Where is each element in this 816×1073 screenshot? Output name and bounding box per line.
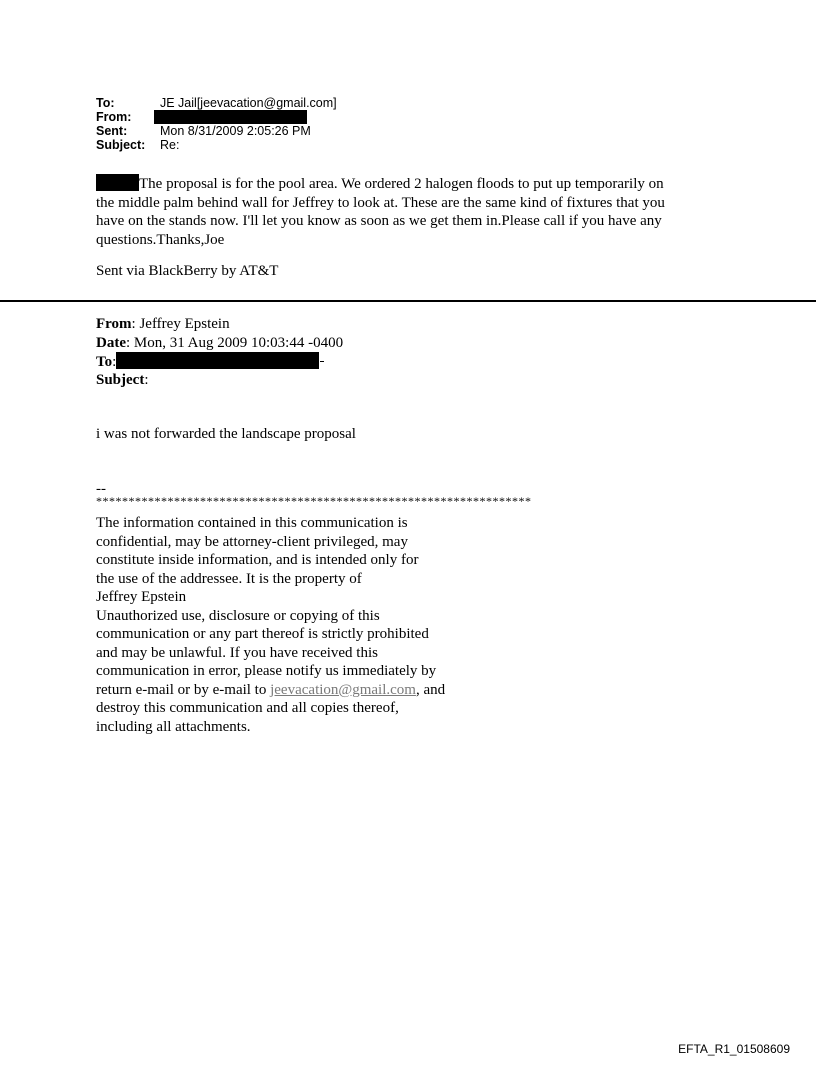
redaction-tail bbox=[320, 361, 324, 362]
reply-message bbox=[96, 174, 716, 249]
original-subject-value: : bbox=[144, 371, 149, 388]
disclaimer-line: Jeffrey Epstein bbox=[96, 589, 187, 605]
original-from-label: From bbox=[96, 316, 132, 332]
return-prefix: return e-mail or by e-mail to bbox=[96, 681, 271, 698]
message-line-1: The proposal is for the pool area. We ordered 2 halogen floods to put up temporarily on bbox=[139, 176, 664, 192]
message-line-4: questions.Thanks,Joe bbox=[96, 231, 225, 248]
message-line-3: have on the stands now. I'll let you know as soon as we get them in.Please call if you have any bbox=[96, 213, 662, 229]
to-row bbox=[96, 96, 337, 110]
to-label: To: bbox=[96, 96, 115, 110]
message-line bbox=[96, 174, 716, 194]
disclaimer-line: including all attachments. bbox=[96, 718, 251, 735]
disclaimer-line: confidential, may be attorney-client privileged, may bbox=[96, 533, 408, 550]
return-suffix: , and bbox=[415, 681, 446, 698]
original-from-line bbox=[96, 315, 343, 334]
disclaimer-line: communication in error, please notify us immediately by bbox=[96, 663, 437, 679]
disclaimer-line: destroy this communication and all copies thereof, bbox=[96, 700, 399, 716]
disclaimer-return-line bbox=[96, 681, 496, 700]
to-value: JE Jail[jeevacation@gmail.com] bbox=[160, 96, 337, 110]
original-to-line bbox=[96, 352, 343, 371]
sent-row bbox=[96, 124, 337, 138]
signature-dashes: -- bbox=[96, 481, 106, 497]
original-from-value: : Jeffrey Epstein bbox=[131, 316, 230, 332]
disclaimer-line: and may be unlawful. If you have received this bbox=[96, 644, 378, 661]
from-label: From: bbox=[96, 110, 132, 124]
original-date-label: Date bbox=[96, 334, 126, 351]
original-body: i was not forwarded the landscape proposal bbox=[96, 426, 356, 442]
subject-value: Re: bbox=[160, 138, 180, 152]
original-subject-label: Subject bbox=[96, 371, 145, 388]
disclaimer bbox=[96, 514, 496, 736]
disclaimer-line: communication or any part thereof is strictly prohibited bbox=[96, 626, 429, 642]
signature: Sent via BlackBerry by AT&T bbox=[96, 263, 279, 279]
from-row bbox=[96, 110, 337, 124]
disclaimer-line: Unauthorized use, disclosure or copying of this bbox=[96, 607, 380, 624]
disclaimer-line: constitute inside information, and is intended only for bbox=[96, 552, 419, 568]
original-date-line bbox=[96, 334, 343, 353]
original-header bbox=[96, 315, 343, 389]
original-to-redaction bbox=[116, 352, 319, 369]
disclaimer-line: The information contained in this communication is bbox=[96, 515, 408, 531]
sent-value: Mon 8/31/2009 2:05:26 PM bbox=[160, 124, 311, 138]
original-to-value: : bbox=[112, 354, 117, 370]
greeting-redaction bbox=[96, 174, 139, 191]
email-link[interactable]: jeevacation@gmail.com bbox=[270, 681, 416, 698]
original-date-value: : Mon, 31 Aug 2009 10:03:44 -0400 bbox=[126, 334, 344, 351]
asterisk-separator: ******************************************************************* bbox=[96, 494, 532, 508]
document-id: EFTA_R1_01508609 bbox=[678, 1042, 790, 1056]
original-to-label: To bbox=[96, 354, 113, 370]
from-redaction bbox=[154, 110, 307, 124]
subject-label: Subject: bbox=[96, 138, 146, 152]
email-header bbox=[96, 96, 337, 152]
disclaimer-line: the use of the addressee. It is the property of bbox=[96, 570, 362, 587]
subject-row bbox=[96, 138, 337, 152]
original-subject-line bbox=[96, 371, 343, 390]
message-line-2: the middle palm behind wall for Jeffrey to look at. These are the same kind of fixtures that you bbox=[96, 194, 665, 211]
sent-label: Sent: bbox=[96, 124, 128, 138]
divider bbox=[0, 300, 816, 302]
